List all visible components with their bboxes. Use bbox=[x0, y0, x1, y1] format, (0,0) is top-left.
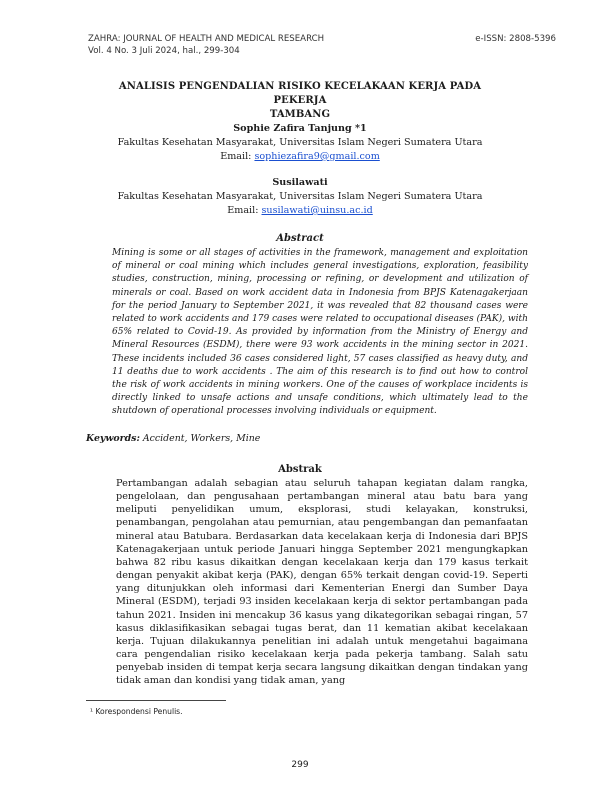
footnote-divider bbox=[86, 700, 226, 701]
abstrak-heading: Abstrak bbox=[278, 464, 322, 475]
journal-volume: Vol. 4 No. 3 Juli 2024, hal., 299-304 bbox=[88, 46, 240, 56]
email-label: Email: bbox=[220, 151, 252, 162]
author-name: Susilawati bbox=[272, 177, 328, 188]
footnote: ¹ Korespondensi Penulis. bbox=[90, 707, 183, 716]
journal-eissn: e-ISSN: 2808-5396 bbox=[475, 34, 556, 44]
title-line-1: ANALISIS PENGENDALIAN RISIKO KECELAKAAN KERJA PADA PEKERJA bbox=[118, 81, 482, 106]
author-email-link[interactable]: sophiezafira9@gmail.com bbox=[254, 151, 380, 162]
page-number: 299 bbox=[291, 760, 309, 770]
email-label: Email: bbox=[227, 205, 259, 216]
author-name: Sophie Zafira Tanjung *1 bbox=[233, 123, 367, 134]
keywords-text: Accident, Workers, Mine bbox=[139, 433, 261, 444]
title-line-2: TAMBANG bbox=[269, 109, 331, 120]
journal-name: ZAHRA: JOURNAL OF HEALTH AND MEDICAL RESEARCH bbox=[88, 34, 325, 44]
article-title bbox=[100, 80, 500, 122]
journal-info bbox=[88, 33, 324, 57]
abstract-heading: Abstract bbox=[276, 233, 324, 244]
abstract-body-english: Mining is some or all stages of activities in the framework, management and exploitation of mineral or coal mining which includes general investigations, exploration, feasibility studies, construction, mining, processing or refining, or development and utilization of minerals or coal. Based on work accident data in Indonesia from BPJS Katenagakerjaan for the period January to September 2021, it was revealed that 82 thousand cases were related to work accidents and 179 cases were related to occupational diseases (PAK), with 65% related to Covid-19. As provided by information from the Ministry of Energy and Mineral Resources (ESDM), there were 93 work accidents in the mining sector in 2021. These incidents included 36 cases considered light, 57 cases classified as heavy duty, and 11 deaths due to work accidents . The aim of this research is to find out how to control the risk of work accidents in mining workers. One of the causes of workplace incidents is directly linked to unsafe actions and unsafe conditions, which ultimately lead to the shutdown of operational processes involving individuals or equipment. bbox=[112, 248, 528, 417]
author-affiliation: Fakultas Kesehatan Masyarakat, Universitas Islam Negeri Sumatera Utara bbox=[117, 137, 483, 148]
keywords-label: Keywords: bbox=[86, 433, 140, 444]
author-email-link[interactable]: susilawati@uinsu.ac.id bbox=[261, 205, 373, 216]
author-affiliation: Fakultas Kesehatan Masyarakat, Universitas Islam Negeri Sumatera Utara bbox=[117, 191, 483, 202]
author-2 bbox=[60, 176, 540, 218]
author-email-line bbox=[60, 204, 540, 218]
abstrak-body-indonesian: Pertambangan adalah sebagian atau seluruh tahapan kegiatan dalam rangka, pengelolaan, dan pengusahaan pertambangan mineral atau batu bara yang meliputi penyelidikan umum, eksplorasi, studi kelayakan, konstruksi, penambangan, pengolahan atau pemurnian, atau pengembangan dan pemanfaatan mineral atau Batubara. Berdasarkan data kecelakaan kerja di Indonesia dari BPJS Katenagakerjaan untuk periode Januari hingga September 2021 mengungkapkan bahwa 82 ribu kasus dikaitkan dengan kecelakaan kerja dan 179 kasus terkait dengan penyakit akibat kerja (PAK), dengan 65% terkait dengan covid-19. Seperti yang ditunjukkan oleh informasi dari Kementerian Energi dan Sumber Daya Mineral (ESDM), terjadi 93 insiden kecelakaan kerja di sektor pertambangan pada tahun 2021. Insiden ini mencakup 36 kasus yang dikategorikan sebagai ringan, 57 kasus diklasifikasikan sebagai tugas berat, dan 11 kematian akibat kecelakaan kerja. Tujuan dilakukannya penelitian ini adalah untuk mengetahui bagaimana cara pengendalian risiko kecelakaan kerja pada pekerja tambang. Salah satu penyebab insiden di tempat kerja secara langsung dikaitkan dengan tindakan yang tidak aman dan kondisi yang tidak aman, yang bbox=[116, 478, 528, 687]
author-email-line bbox=[60, 150, 540, 164]
keywords-line bbox=[86, 433, 260, 444]
author-1 bbox=[60, 122, 540, 164]
